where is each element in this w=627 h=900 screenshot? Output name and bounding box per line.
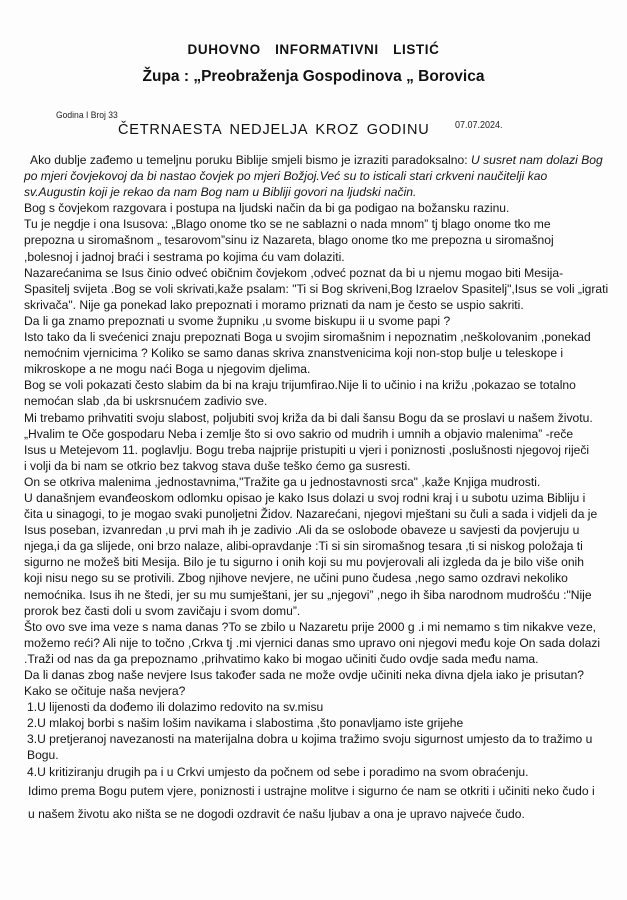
paragraph-line: nemoćnim vjernicima ? Koliko se samo danas skriva znanstvenicima koji non-stop bulje u teleskope i xyxy=(24,346,564,361)
paragraph-line: Isus poseban, izvanredan ,u prvi mah ih je zadivio .Ali da se oslobode obaveze u savjesti da povjeruju u xyxy=(24,523,580,538)
issue-number: Godina I Broj 33 xyxy=(56,110,118,121)
paragraph-line: njega,i da ga slijede, oni brzo nalaze, alibi-opravdanje :Ti si sin siromašnog tesara ,ti si niskog položaja ti xyxy=(24,539,583,554)
title-word: INFORMATIVNI xyxy=(275,42,379,57)
paragraph-line: nemoćnika. Isus ih ne štedi, jer su mu sumještani, jer su „njegovi” ,nego ih šiba narodnom mudrošću :"Nije xyxy=(24,587,592,602)
closing-line: Idimo prema Bogu putem vjere, poniznosti i ustrajne molitve i sigurno će nam se otkriti i učiniti neko čudo i xyxy=(28,783,595,798)
article-lines xyxy=(24,200,619,699)
unbelief-list xyxy=(24,699,619,779)
paragraph-line: možemo reći? Ali nije to točno ,Crkva tj .mi vjernici danas smo upravo oni njegovi među koje On sada dolazi xyxy=(24,635,601,650)
list-item: 1.U lijenosti da dođemo ili dolazimo redovito na sv.misu xyxy=(27,700,324,715)
title-word: LISTIĆ xyxy=(393,42,440,57)
paragraph-line: Tu je negdje i ona Isusova: „Blago onome tko se ne sablazni o nada mnom” tj blago onome tko me xyxy=(24,217,551,232)
paragraph-line: On se otkriva malenima ,jednostavnima,"Tražite ga u jednostavnosti srca" ,kaže Knjiga mudrosti. xyxy=(24,474,541,489)
leaflet-title xyxy=(0,42,627,57)
paragraph-line: Da li ga znamo prepoznati u svome župniku ,u svome biskupu ii u svome papi ? xyxy=(24,313,451,328)
paragraph-line: U današnjem evanđeoskom odlomku opisao je kako Isus dolazi u svoj rodni kraj i u subotu uzima Bibliju i xyxy=(24,490,586,505)
list-item: 4.U kritiziranju drugih pa i u Crkvi umjesto da počnem od sebe i poradimo na svom obraćenju. xyxy=(27,764,529,779)
paragraph-line: Bog s čovjekom razgovara i postupa na ljudski način da bi ga podigao na božansku razinu. xyxy=(24,201,510,216)
paragraph-line: Što ovo sve ima veze s nama danas ?To se zbilo u Nazaretu prije 2000 g .i mi nemamo s tim nikakve veze, xyxy=(24,619,597,634)
sunday-title: ČETRNAESTA NEDJELJA KROZ GODINU xyxy=(118,122,430,138)
closing-line: u našem životu ako ništa se ne dogodi ozdravit će našu ljubav a ona je upravo najveće čudo. xyxy=(28,806,525,821)
paragraph-line: ,bolesnoj i jadnoj braći i sestrama po kojima ću vam dolaziti. xyxy=(24,249,345,264)
title-word: DUHOVNO xyxy=(187,42,261,57)
list-item: 3.U pretjeranoj navezanosti na materijalna dobra u kojima tražimo svoju sigurnost umjesto da to tražimo u xyxy=(27,732,593,747)
list-item: Bogu. xyxy=(27,748,59,763)
paragraph-line: Nazarećanima se Isus činio odveć običnim čovjekom ,odveć poznat da bi u njemu mogao biti Mesija- xyxy=(24,265,564,280)
paragraph-line: Bog se voli pokazati često slabim da bi na kraju trijumfirao.Nije li to učinio i na križu ,pokazao se totalno xyxy=(24,378,576,393)
paragraph-line: Isto tako da li svećenici znaju prepoznati Boga u svojim siromašnim i nepoznatim ,neškolovanim ,ponekad xyxy=(24,330,591,345)
paragraph-line: „Hvalim te Oče gospodaru Neba i zemlje što si ovo sakrio od mudrih i umnih a objavio malenima” -reče xyxy=(24,426,574,441)
paragraph-line xyxy=(24,152,619,168)
paragraph-line: Kako se očituje naša nevjera? xyxy=(24,684,186,699)
paragraph-line: Isus u Metejevom 11. poglavlju. Bogu treba najprije pristupiti u vjeri i poniznosti ,poslušnosti njegovoj riječi xyxy=(24,442,590,457)
parish-name: Župa : „Preobraženja Gospodinova „ Borovica xyxy=(142,68,485,85)
paragraph-line: prorok bez časti doli u svom zavičaju i svom domu”. xyxy=(24,603,301,618)
paragraph-line: koji nisu nego su se protivili. Zbog njihove nevjere, ne učini puno čudesa ,nego samo ozdravi nekoliko xyxy=(24,571,568,586)
paragraph-line: Mi trebamo prihvatiti svoju slabost, poljubiti svoj križa da bi dali šansu Bogu da se proslavi u našem životu. xyxy=(24,410,593,425)
closing-paragraph xyxy=(24,780,619,826)
text-run: Ako dublje zađemo u temeljnu poruku Biblije smjeli bismo je izraziti paradoksalno: xyxy=(30,153,471,167)
paragraph-line: i volji da bi nam se otkrio bez takvog stava duše teško ćemo ga susresti. xyxy=(24,458,411,473)
issue-date: 07.07.2024. xyxy=(455,120,503,131)
paragraph-line: Da li danas zbog naše nevjere Isus također sada ne može ovdje učiniti neka divna djela iako je prisutan? xyxy=(24,668,585,682)
paragraph-line: Spasitelj svijeta .Bog se voli skrivati,kaže psalam: "Ti si Bog skriveni,Bog Izraelov Spasitelj",Isus se voli „igrati xyxy=(24,281,609,296)
paragraph-line: po mjeri čovjekovoj da bi nastao čovjek po mjeri Božjoj.Već su to isticali stari crkveni naučitelji kao xyxy=(24,169,548,184)
list-item: 2.U mlakoj borbi s našim lošim navikama i slabostima ,što ponavljamo iste grijehe xyxy=(27,716,464,731)
paragraph-line: prepozna u siromašnom „ tesarovom”sinu iz Nazareta, blago onome tko me prepozna u siromašnoj xyxy=(24,233,554,248)
paragraph-line: nemoćan slab ,da bi uskrsnućem zadivio sve. xyxy=(24,394,268,409)
paragraph-line: mikroskope a ne mogu naći Boga u njegovim djelima. xyxy=(24,362,311,377)
article-body xyxy=(24,152,619,826)
paragraph-line: sigurno ne možeš biti Mesija. Bilo je tu sigurno i onih koji su mu povjerovali ali izgleda da je bilo više onih xyxy=(24,555,584,570)
paragraph-line: .Traži od nas da ga prepoznamo ,prihvatimo kako bi mogao učiniti čudo ovdje sada među nama. xyxy=(24,651,539,666)
paragraph-line: skrivača". Nije ga ponekad lako prepoznati i moramo priznati da nam je često se uspio sakriti. xyxy=(24,297,524,312)
paragraph-line: sv.Augustin koji je rekao da nam Bog nam u Bibliji govori na ljudski način. xyxy=(24,185,417,200)
paragraph-line: čita u sinagogi, to je mogao svaki punoljetni Židov. Nazarećani, njegovi mještani su čuli a sada i vidjeli da je xyxy=(24,507,598,522)
italic-text-run: U susret nam dolazi Bog xyxy=(470,153,603,167)
